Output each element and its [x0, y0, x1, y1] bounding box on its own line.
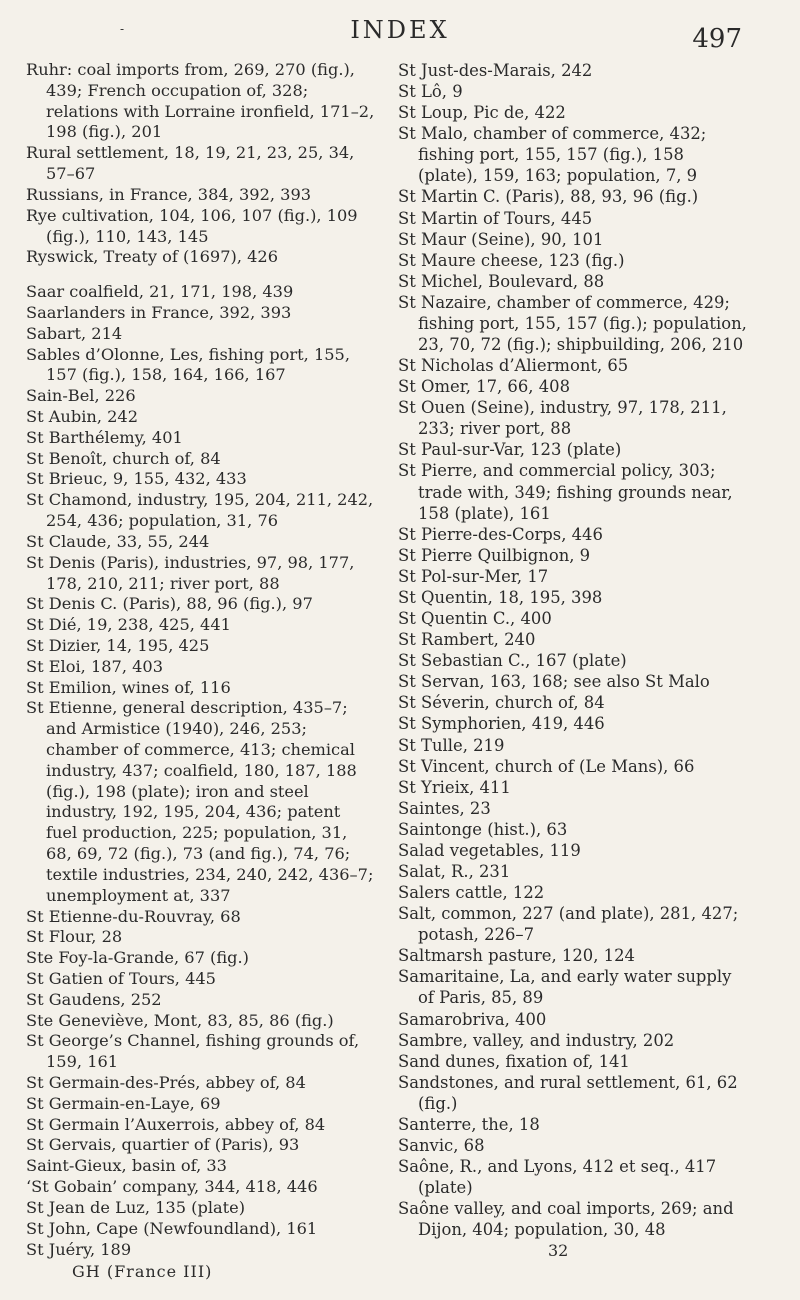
index-entry: St Martin of Tours, 445: [398, 208, 593, 228]
index-entry: St Martin C. (Paris), 88, 93, 96 (fig.): [398, 187, 699, 207]
index-entry: Saar coalfield, 21, 171, 198, 439: [26, 282, 294, 302]
index-entry: Saône, R., and Lyons, 412 et seq., 417 (plate): [398, 1157, 717, 1198]
index-entry: St Gatien of Tours, 445: [26, 968, 216, 988]
index-entry: Saint-Gieux, basin of, 33: [26, 1156, 227, 1176]
index-entry: St Malo, chamber of commerce, 432; fishing port, 155, 157 (fig.), 158 (plate), 159, 163; population, 7, 9: [398, 124, 707, 186]
index-entry: Sandstones, and rural settlement, 61, 62 (fig.): [398, 1072, 738, 1113]
index-entry: St Séverin, church of, 84: [398, 693, 605, 713]
index-entry: St Gaudens, 252: [26, 989, 162, 1009]
index-entry: Rural settlement, 18, 19, 21, 23, 25, 34, 57–67: [26, 143, 355, 184]
index-entry: Saintes, 23: [398, 798, 491, 818]
index-entry: St Germain-des-Prés, abbey of, 84: [26, 1073, 306, 1092]
index-entry: St Juéry, 189: [26, 1239, 132, 1259]
index-entry: St Sebastian C., 167 (plate): [398, 651, 627, 671]
index-entry: Salers cattle, 122: [398, 883, 545, 903]
index-entry: Santerre, the, 18: [398, 1114, 540, 1134]
page-header: [0, 10, 800, 54]
index-entry: Ste Foy-la-Grande, 67 (fig.): [26, 948, 249, 968]
index-entry: Sabart, 214: [26, 323, 123, 343]
index-entry: St Benoît, church of, 84: [26, 448, 221, 468]
index-entry: Salad vegetables, 119: [398, 840, 581, 860]
index-entry: Ruhr: coal imports from, 269, 270 (fig.), 439; French occupation of, 328; relations with Lorraine ironfield, 171–2, 198 (fig.), 201: [26, 60, 375, 142]
index-entry: St Denis (Paris), industries, 97, 98, 177, 178, 210, 211; river port, 88: [26, 552, 355, 593]
index-entry: St Rambert, 240: [398, 630, 536, 650]
letter-gap: [26, 268, 376, 282]
index-entry: St Jean de Luz, 135 (plate): [26, 1197, 246, 1217]
index-entry: St Barthélemy, 401: [26, 427, 183, 447]
index-entry: St Just-des-Marais, 242: [398, 61, 593, 80]
index-entry: Sain-Bel, 226: [26, 386, 136, 406]
index-entry: Salt, common, 227 (and plate), 281, 427; potash, 226–7: [398, 904, 739, 945]
index-entry: Saarlanders in France, 392, 393: [26, 302, 292, 322]
index-entry: Sables d’Olonne, Les, fishing port, 155, 157 (fig.), 158, 164, 166, 167: [26, 344, 350, 385]
index-entry: St Vincent, church of (Le Mans), 66: [398, 756, 695, 776]
index-entry: St Gervais, quartier of (Paris), 93: [26, 1135, 300, 1155]
margin-mark: -: [120, 22, 125, 36]
index-entry: St Germain-en-Laye, 69: [26, 1093, 221, 1113]
index-entry: St Pol-sur-Mer, 17: [398, 566, 549, 586]
index-entry: St Eloi, 187, 403: [26, 656, 164, 676]
index-entry: St Ouen (Seine), industry, 97, 178, 211, 233; river port, 88: [398, 398, 727, 439]
index-entry: St Symphorien, 419, 446: [398, 714, 605, 734]
index-entry: St Omer, 17, 66, 408: [398, 377, 570, 397]
index-entry: Salat, R., 231: [398, 861, 511, 881]
index-entry: St Nazaire, chamber of commerce, 429; fishing port, 155, 157 (fig.); population, 23, 70, 72 (fig.); shipbuilding, 206, 210: [398, 292, 747, 355]
index-entry: St Maure cheese, 123 (fig.): [398, 250, 625, 270]
index-entry: St Denis C. (Paris), 88, 96 (fig.), 97: [26, 594, 313, 614]
index-entry: St Lô, 9: [398, 82, 463, 102]
index-entry: St Servan, 163, 168; see also St Malo: [398, 672, 710, 692]
index-entry: St Brieuc, 9, 155, 432, 433: [26, 469, 247, 489]
index-entry: St Nicholas d’Aliermont, 65: [398, 356, 629, 376]
index-entry: Russians, in France, 384, 392, 393: [26, 184, 312, 204]
index-entry: St Etienne, general description, 435–7; and Armistice (1940), 246, 253; chamber of commerce, 413; chemical industry, 437; coalfield, 180, 187, 188 (fig.), 198 (plate); iron and steel industry, 192, 195, 204, 436; patent fuel production, 225; population, 31, 68, 69, 72 (fig.), 73 (and fig.), 74, 76; textile industries, 234, 240, 242, 436–7; unemployment at, 337: [26, 698, 374, 905]
index-entry: Ryswick, Treaty of (1697), 426: [26, 247, 279, 267]
page-number: 497: [692, 24, 742, 54]
index-entry: St Pierre, and commercial policy, 303; trade with, 349; fishing grounds near, 158 (plate), 161: [398, 461, 733, 523]
index-column-right: [398, 60, 748, 1261]
index-entry: St Pierre Quilbignon, 9: [398, 545, 591, 565]
index-entry: St John, Cape (Newfoundland), 161: [26, 1218, 318, 1238]
index-entry: ‘St Gobain’ company, 344, 418, 446: [26, 1177, 318, 1197]
index-entry: St Emilion, wines of, 116: [26, 677, 231, 697]
index-entry: St Flour, 28: [26, 927, 123, 947]
index-entry: St Chamond, industry, 195, 204, 211, 242, 254, 436; population, 31, 76: [26, 490, 374, 531]
index-entry: St Dizier, 14, 195, 425: [26, 635, 210, 655]
index-entry: St Claude, 33, 55, 244: [26, 531, 210, 551]
index-entry: Sanvic, 68: [398, 1135, 485, 1155]
signature-mark: GH (France III): [72, 1262, 213, 1282]
page-title: INDEX: [350, 16, 450, 44]
index-entry: St Paul-sur-Var, 123 (plate): [398, 440, 622, 460]
index-entry: Saltmarsh pasture, 120, 124: [398, 946, 635, 966]
index-column-left: [26, 60, 376, 1283]
index-entry: St Etienne-du-Rouvray, 68: [26, 906, 241, 926]
index-entry: Saône valley, and coal imports, 269; and Dijon, 404; population, 30, 48: [398, 1199, 734, 1240]
index-entry: St Pierre-des-Corps, 446: [398, 524, 603, 544]
index-entry: Rye cultivation, 104, 106, 107 (fig.), 109 (fig.), 110, 143, 145: [26, 205, 358, 246]
index-entry: St Quentin C., 400: [398, 609, 552, 629]
index-entry: Sand dunes, fixation of, 141: [398, 1051, 630, 1071]
index-entry: Samarobriva, 400: [398, 1009, 547, 1029]
index-entry: St Michel, Boulevard, 88: [398, 271, 605, 291]
index-entry: Ste Geneviève, Mont, 83, 85, 86 (fig.): [26, 1010, 334, 1030]
index-entry: Saintonge (hist.), 63: [398, 819, 568, 839]
signature-number: 32: [548, 1241, 569, 1261]
index-entry: St Tulle, 219: [398, 735, 505, 755]
index-entry: St Dié, 19, 238, 425, 441: [26, 615, 231, 635]
index-entry: St George’s Channel, fishing grounds of, 159, 161: [26, 1031, 360, 1072]
index-entry: St Germain l’Auxerrois, abbey of, 84: [26, 1114, 326, 1134]
index-entry: Sambre, valley, and industry, 202: [398, 1030, 675, 1050]
index-entry: St Loup, Pic de, 422: [398, 103, 566, 123]
index-entry: St Quentin, 18, 195, 398: [398, 587, 603, 607]
index-entry: St Yrieix, 411: [398, 777, 511, 797]
index-entry: St Maur (Seine), 90, 101: [398, 229, 604, 249]
index-entry: Samaritaine, La, and early water supply of Paris, 85, 89: [398, 967, 732, 1008]
index-entry: St Aubin, 242: [26, 407, 139, 426]
